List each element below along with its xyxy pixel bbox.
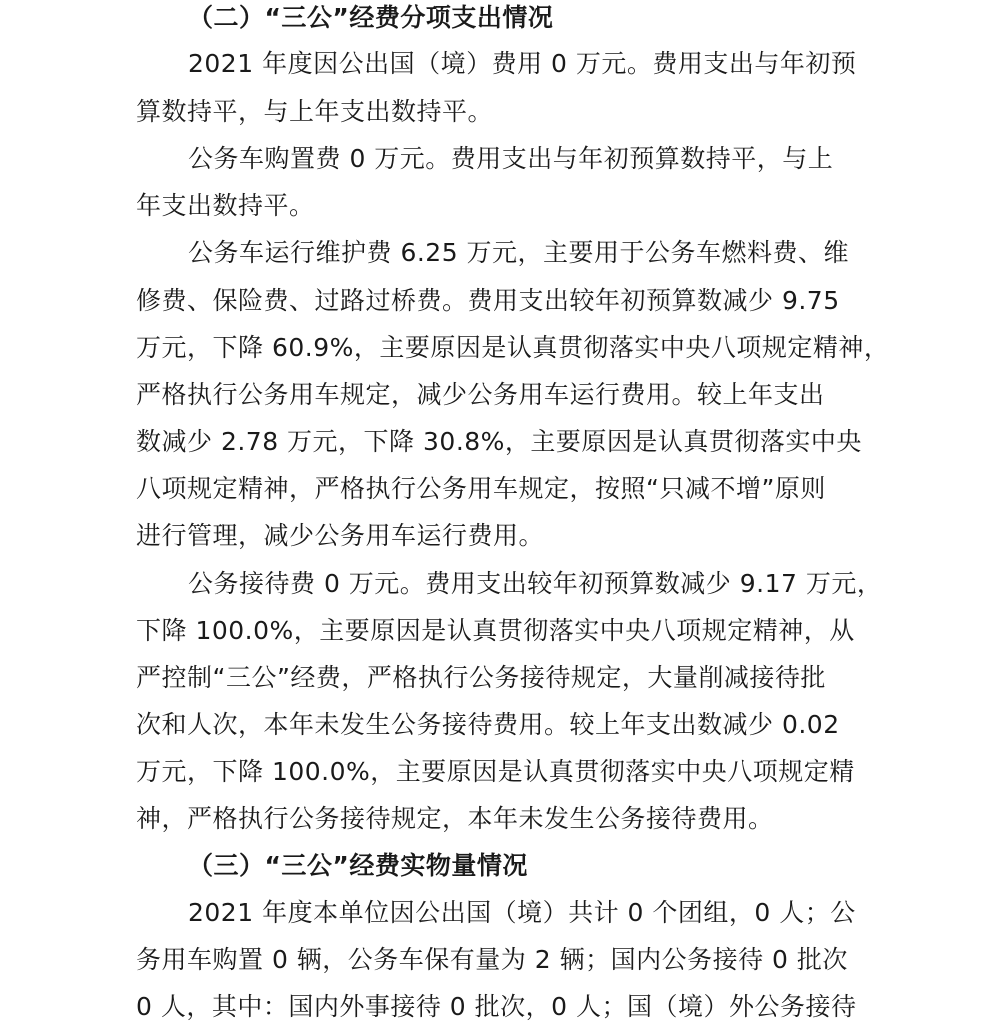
text-line: 2021 年度本单位因公出国（境）共计 0 个团组，0 人；公 (188, 898, 856, 927)
text-line: 严格执行公务用车规定，减少公务用车运行费用。较上年支出 (136, 380, 825, 409)
text-line: 严控制“三公”经费，严格执行公务接待规定，大量削减接待批 (136, 663, 826, 692)
text-line: 数减少 2.78 万元，下降 30.8%，主要原因是认真贯彻落实中央 (136, 427, 862, 456)
text-line: 公务车购置费 0 万元。费用支出与年初预算数持平，与上 (188, 144, 834, 173)
text-line: 八项规定精神，严格执行公务用车规定，按照“只减不增”原则 (136, 474, 826, 503)
text-line: 万元，下降 60.9%，主要原因是认真贯彻落实中央八项规定精神， (136, 333, 890, 362)
text-line: 公务接待费 0 万元。费用支出较年初预算数减少 9.17 万元， (188, 569, 883, 598)
text-line: 务用车购置 0 辆，公务车保有量为 2 辆；国内公务接待 0 批次 (136, 945, 848, 974)
text-line: 下降 100.0%，主要原因是认真贯彻落实中央八项规定精神，从 (136, 616, 855, 645)
text-line: 公务车运行维护费 6.25 万元，主要用于公务车燃料费、维 (188, 238, 850, 267)
text-line: 0 人，其中：国内外事接待 0 批次，0 人；国（境）外公务接待 (136, 992, 857, 1021)
section-heading-3: （三）“三公”经费实物量情况 (188, 851, 528, 880)
text-line: 万元，下降 100.0%，主要原因是认真贯彻落实中央八项规定精 (136, 757, 855, 786)
text-line: 次和人次，本年未发生公务接待费用。较上年支出数减少 0.02 (136, 710, 840, 739)
text-line: 神，严格执行公务接待规定，本年未发生公务接待费用。 (136, 804, 774, 833)
text-line: 修费、保险费、过路过桥费。费用支出较年初预算数减少 9.75 (136, 286, 840, 315)
text-line: 年支出数持平。 (136, 191, 315, 220)
text-line: 算数持平，与上年支出数持平。 (136, 97, 494, 126)
text-line: 2021 年度因公出国（境）费用 0 万元。费用支出与年初预 (188, 49, 857, 78)
section-heading-2: （二）“三公”经费分项支出情况 (188, 3, 554, 32)
text-line: 进行管理，减少公务用车运行费用。 (136, 521, 545, 550)
